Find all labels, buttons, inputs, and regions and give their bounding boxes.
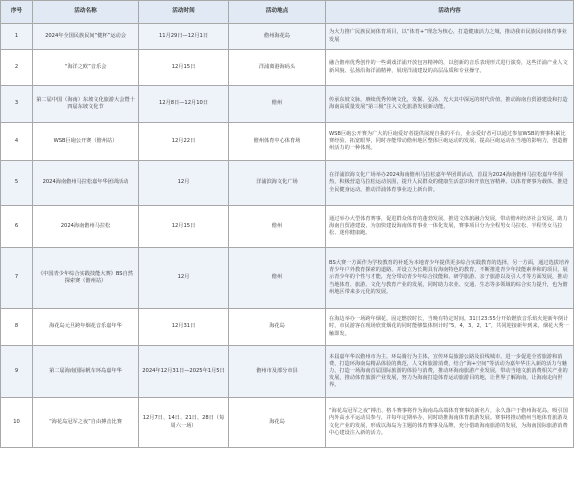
row-location: 儋州 bbox=[229, 86, 326, 123]
row-name: 《中国青少年综合实践技能大赛》BS自然探索赛（儋州站） bbox=[33, 248, 139, 309]
table-row bbox=[1, 161, 574, 206]
header-content: 活动内容 bbox=[326, 1, 574, 24]
table-row bbox=[1, 24, 574, 50]
row-index: 10 bbox=[1, 398, 33, 448]
row-time: 2024年12月31日—2025年1月5日 bbox=[139, 346, 229, 398]
row-index: 7 bbox=[1, 248, 33, 309]
header-time: 活动时间 bbox=[139, 1, 229, 24]
row-time: 12月 bbox=[139, 161, 229, 206]
row-location: 海花岛 bbox=[229, 309, 326, 346]
table-row bbox=[1, 398, 574, 448]
row-index: 1 bbox=[1, 24, 33, 50]
row-name: 2024海南儋州马拉松嘉年华团训活动 bbox=[33, 161, 139, 206]
row-time: 12月22日 bbox=[139, 123, 229, 161]
table-row bbox=[1, 50, 574, 86]
row-index: 9 bbox=[1, 346, 33, 398]
row-content: 融合儋州优秀创作的一些调戏洋浦开放包容精神的，以创新的音乐表现形式进行演奏，这些洋浦产业人文新风貌、弘扬沿海洋浦精神，展现洋浦建设的高层品质和专业操守。 bbox=[326, 50, 574, 86]
table-row bbox=[1, 309, 574, 346]
row-content: 通过举办大型体育赛事，促进群众体育的蓬勃发展，推进文体旅融合发展，带动儋州经济社会发展，助力海南自贸港建设，为加快建设海南体育事业一体化发展，赛事项目分为全程男女马拉松、半程男女马拉松、迷你健康跑。 bbox=[326, 206, 574, 248]
row-index: 8 bbox=[1, 309, 33, 346]
row-time: 12月15日 bbox=[139, 206, 229, 248]
row-name: 第二届海南国际帆车环岛嘉年华 bbox=[33, 346, 139, 398]
table-header-row bbox=[1, 1, 574, 24]
row-content: 本届嘉年华以儋州市为主，环岛骑行为主体，宣传环岛旅游公路及沿线城市，进一步促进全省旅游和消费，打造环海南岛精品体验的典范，人文和旅游消费，结合“海+空间”等活动为嘉年华注入新的活力与魅力，打造一场海南首届国际旅游的体验与消费，推动环海南旅游产业发展，带动当地文旅消费相关产业的发展，推动体育旅游产业发展，努力为海南打造体育运动旅游目的地，让世界了解海南，让海南走向世界。 bbox=[326, 346, 574, 398]
row-location: 儋州 bbox=[229, 248, 326, 309]
row-content: WSB巨砲公开赛为广大的巨砲爱好者提供展现自我的平台，业余爱好者可以通过参加WSB的赛事积累比赛经验、拓宽眼界，同时亦能带动儋州地区整体巨砲运动的发展，提高巨砲运动在当地的影响力，创造儋州活力的一种体现。 bbox=[326, 123, 574, 161]
header-index: 序号 bbox=[1, 1, 33, 24]
row-index: 2 bbox=[1, 50, 33, 86]
row-content: “海花岛冠军之夜”搏击、格斗赛事将作为海南岛高端体育赛事的新名片，永久落户于儋州海花岛，吸引国内外高水平运动员参与，并每年定期举办，同时助推海南体育旅游发展。赛事将推动儋州当地体育旅游及文化产业的发展，形成以海岛为主题的体育赛事及品牌，充分借助海南旅游的发展，为海南国际旅游消费中心建设注入新的活力。 bbox=[326, 398, 574, 448]
header-location: 活动地点 bbox=[229, 1, 326, 24]
row-index: 4 bbox=[1, 123, 33, 161]
row-index: 5 bbox=[1, 161, 33, 206]
row-index: 3 bbox=[1, 86, 33, 123]
row-content: 在海边举办一场跨年烟花，固定燃放时长，当晚有特定时间。31日23:55分开始燃放音乐焰火迎新年倒计时，市民游客在现场欣赏烟花的同时能够集体倒计时“5，4，3，2，1”，共同迎接新年到来，烟花大秀一触即发。 bbox=[326, 309, 574, 346]
row-location: 儋州体育中心体育场 bbox=[229, 123, 326, 161]
row-content: 传承东坡文脉，赓续优秀传统文化，发掘、弘扬、光大其中深远的时代价值，推动海南自贸港建设和打造海南高质量发展“第三极”注入文化旅游发展新动能。 bbox=[326, 86, 574, 123]
row-location: 儋州市及部分市县 bbox=[229, 346, 326, 398]
row-location: 海花岛 bbox=[229, 398, 326, 448]
table-row bbox=[1, 248, 574, 309]
row-name: 2024年全国民族民间“健杯”运动会 bbox=[33, 24, 139, 50]
row-location: 洋浦离港海码头 bbox=[229, 50, 326, 86]
table-row bbox=[1, 123, 574, 161]
row-name: “海花岛冠军之夜”自由搏击比赛 bbox=[33, 398, 139, 448]
row-name: “海洋之欧”音乐会 bbox=[33, 50, 139, 86]
row-content: BS大赛一方面作为学校教育的补延为本地青少年提供更多综合实践教育的选择，另一方面，通过选拔培养青少年户外教育探索的道路，并设立为长期具有海南特色的教育，不断推进青少年技能素养和的项目，展示青少年的个性与才能，充分带动青少年综合技能和、研学旅游、亲子旅游以及引人才等方面发展，推动当地体育、旅游、文化与教育产业的发展，同时助力农业、交通、生态等多领域的综合实力提升，也为儋州地区带来多元化的发展。 bbox=[326, 248, 574, 309]
row-time: 11月29日—12月1日 bbox=[139, 24, 229, 50]
table-row bbox=[1, 206, 574, 248]
header-name: 活动名称 bbox=[33, 1, 139, 24]
row-location: 儋州 bbox=[229, 206, 326, 248]
row-time: 12月8日—12月10日 bbox=[139, 86, 229, 123]
row-time: 12月 bbox=[139, 248, 229, 309]
row-time: 12月15日 bbox=[139, 50, 229, 86]
row-content: 在洋浦滨海文化广场举办2024海南儋州马拉松嘉年华团训活动，首届为2024海南儋州马拉松嘉年华预热，积极营造马拉松运动氛围，提升人民群众的健康生活意识和开放包容精神。以体育赛事为载体，推进全民健身运动，推动洋浦体育事业迈上新台阶。 bbox=[326, 161, 574, 206]
row-location: 儋州海花岛 bbox=[229, 24, 326, 50]
table-row bbox=[1, 346, 574, 398]
table-row bbox=[1, 86, 574, 123]
row-name: WSB巨砲公开赛（儋州站） bbox=[33, 123, 139, 161]
row-location: 洋浦滨海文化广场 bbox=[229, 161, 326, 206]
row-name: 2024海南儋州马拉松 bbox=[33, 206, 139, 248]
row-time: 12月31日 bbox=[139, 309, 229, 346]
row-index: 6 bbox=[1, 206, 33, 248]
row-content: 为大力推广民族民间体育项目，以“体育+”理念为核心，打造健康活力之城，推动我市民族民间体育事业发展 bbox=[326, 24, 574, 50]
row-name: 海花岛元旦跨年烟花音乐嘉年华 bbox=[33, 309, 139, 346]
table-body bbox=[1, 24, 574, 448]
row-time: 12月7日、14日、21日、28日（每周六一场） bbox=[139, 398, 229, 448]
row-name: 第二届中国（海南）东坡文化旅游大会暨十四届东坡文化节 bbox=[33, 86, 139, 123]
